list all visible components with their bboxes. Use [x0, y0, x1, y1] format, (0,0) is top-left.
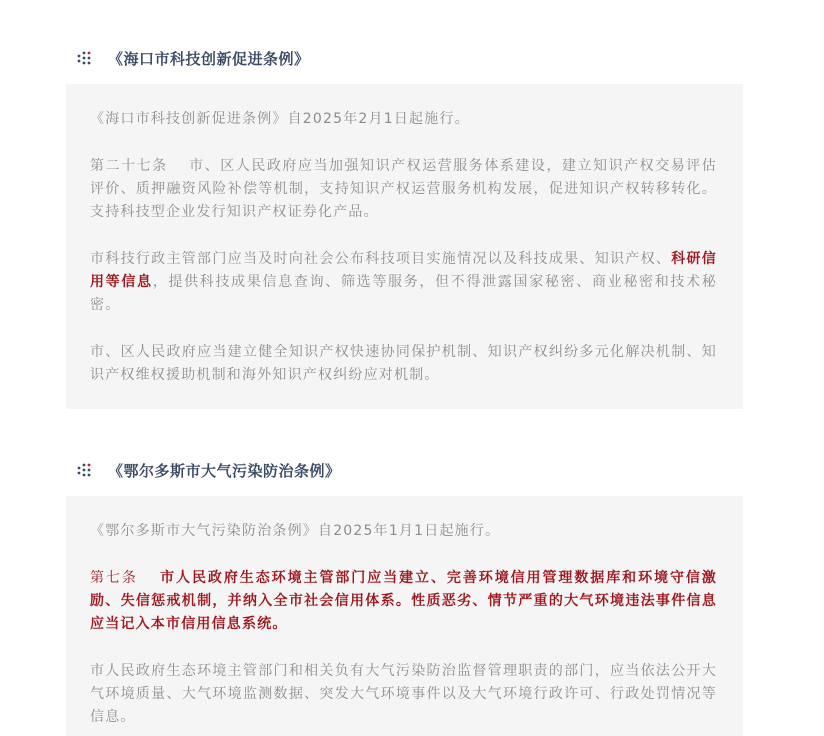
dot-grid-icon [76, 462, 94, 480]
paragraph-text: ，提供科技成果信息查询、筛选等服务，但不得泄露国家秘密、商业秘密和技术秘密。 [90, 274, 717, 313]
paragraph-text: 第二十七条 市、区人民政府应当加强知识产权运营服务体系建设，建立知识产权交易评估评价、质押融资风险补偿等机制，支持知识产权运营服务机构发展，促进知识产权转移转化。支持科技型企业发行知识产权证券化产品。 [90, 158, 717, 220]
paragraph-text: 市科技行政主管部门应当及时向社会公布科技项目实施情况以及科技成果、知识产权、 [90, 251, 672, 267]
article-paragraph [90, 108, 717, 131]
section-title: 《海口市科技创新促进条例》 [108, 50, 310, 68]
section-header [76, 48, 310, 69]
paragraph-text: 《海口市科技创新促进条例》自2025年2月1日起施行。 [90, 111, 470, 127]
section-header [76, 460, 341, 481]
article-number: 第七条 [90, 570, 161, 586]
article-paragraph [90, 567, 717, 636]
article-paragraph [90, 520, 717, 543]
article-paragraph [90, 660, 717, 729]
quote-box [66, 496, 743, 736]
dot-grid-icon [76, 50, 94, 68]
paragraph-text: 《鄂尔多斯市大气污染防治条例》自2025年1月1日起施行。 [90, 523, 501, 539]
article-paragraph [90, 341, 717, 387]
highlighted-text: 市人民政府生态环境主管部门应当建立、完善环境信用管理数据库和环境守信激励、失信惩戒机制，并纳入全市社会信用体系。性质恶劣、情节严重的大气环境违法事件信息应当记入本市信用信息系统。 [90, 570, 718, 632]
paragraph-text: 市人民政府生态环境主管部门和相关负有大气污染防治监督管理职责的部门，应当依法公开大气环境质量、大气环境监测数据、突发大气环境事件以及大气环境行政许可、行政处罚情况等信息。 [90, 663, 717, 725]
highlighted-text: 科研信用等信息 [90, 251, 717, 290]
section-title: 《鄂尔多斯市大气污染防治条例》 [108, 462, 341, 480]
quote-box [66, 84, 743, 409]
paragraph-text: 市、区人民政府应当建立健全知识产权快速协同保护机制、知识产权纠纷多元化解决机制、知识产权维权援助机制和海外知识产权纠纷应对机制。 [90, 344, 717, 383]
article-paragraph [90, 155, 717, 224]
article-paragraph [90, 248, 717, 317]
